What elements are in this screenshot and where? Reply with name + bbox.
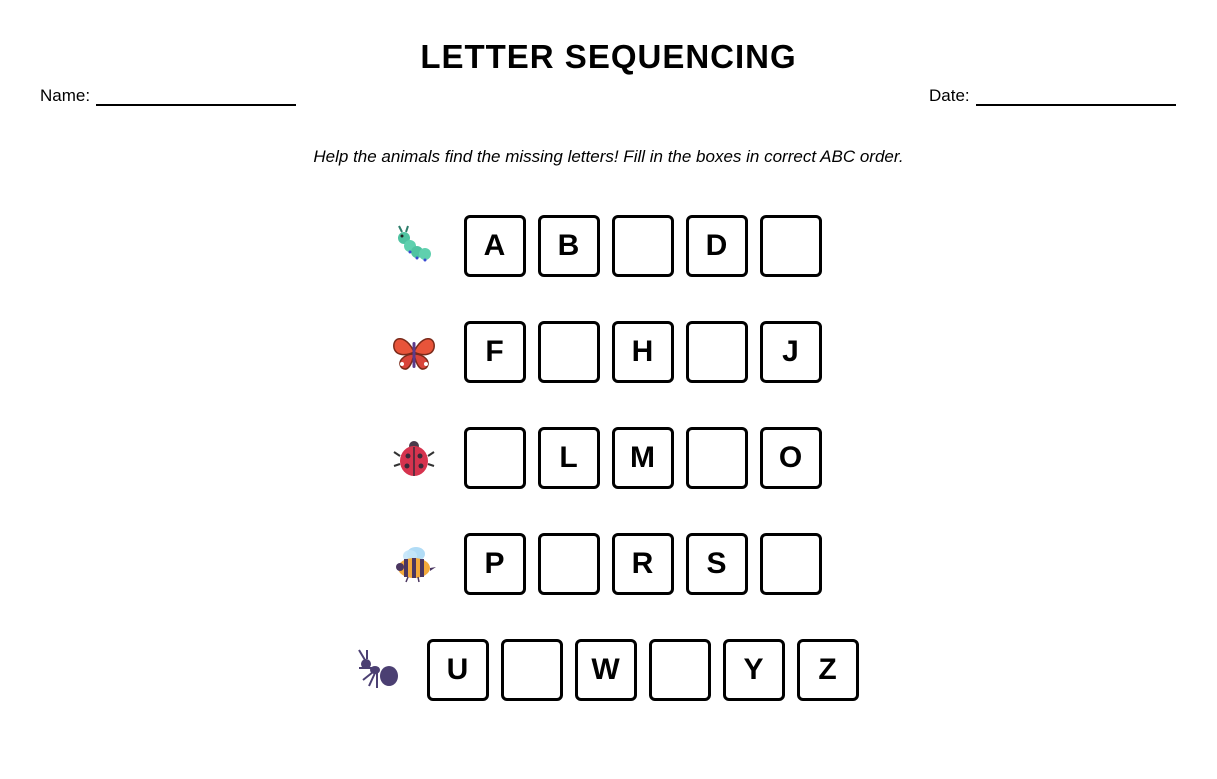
name-field	[40, 86, 296, 106]
letter-box[interactable]: Z	[797, 639, 859, 701]
butterfly-icon	[390, 328, 438, 376]
letter-box[interactable]	[686, 427, 748, 489]
letter-box[interactable]: D	[686, 215, 748, 277]
name-label: Name:	[40, 86, 91, 105]
letter-box[interactable]: O	[760, 427, 822, 489]
letter-box[interactable]: B	[538, 215, 600, 277]
caterpillar-icon	[390, 222, 438, 270]
letter-box[interactable]	[686, 321, 748, 383]
letter-box[interactable]: J	[760, 321, 822, 383]
sequence-row	[0, 319, 1217, 385]
date-field	[929, 86, 1176, 106]
letter-box[interactable]	[760, 215, 822, 277]
ladybug-icon	[390, 434, 438, 482]
sequence-row	[0, 531, 1217, 597]
letter-box[interactable]: R	[612, 533, 674, 595]
name-line[interactable]	[96, 90, 296, 106]
sequence-row	[0, 425, 1217, 491]
letter-box[interactable]: W	[575, 639, 637, 701]
letter-box[interactable]	[760, 533, 822, 595]
letter-box[interactable]	[649, 639, 711, 701]
page-title: LETTER SEQUENCING	[420, 38, 797, 75]
letter-box[interactable]	[538, 533, 600, 595]
ant-icon	[353, 646, 401, 694]
letter-box[interactable]: P	[464, 533, 526, 595]
letter-box[interactable]: M	[612, 427, 674, 489]
letter-box[interactable]	[501, 639, 563, 701]
sequence-row	[0, 637, 1217, 703]
bee-icon	[390, 540, 438, 588]
letter-box[interactable]	[538, 321, 600, 383]
letter-box[interactable]: L	[538, 427, 600, 489]
letter-box[interactable]	[612, 215, 674, 277]
instructions: Help the animals find the missing letters! Fill in the boxes in correct ABC order.	[313, 147, 904, 166]
letter-box[interactable]: U	[427, 639, 489, 701]
letter-box[interactable]: Y	[723, 639, 785, 701]
date-line[interactable]	[976, 90, 1176, 106]
letter-box[interactable]	[464, 427, 526, 489]
sequence-row	[0, 213, 1217, 279]
letter-box[interactable]: A	[464, 215, 526, 277]
letter-box[interactable]: H	[612, 321, 674, 383]
letter-box[interactable]: S	[686, 533, 748, 595]
letter-box[interactable]: F	[464, 321, 526, 383]
date-label: Date:	[929, 86, 970, 105]
